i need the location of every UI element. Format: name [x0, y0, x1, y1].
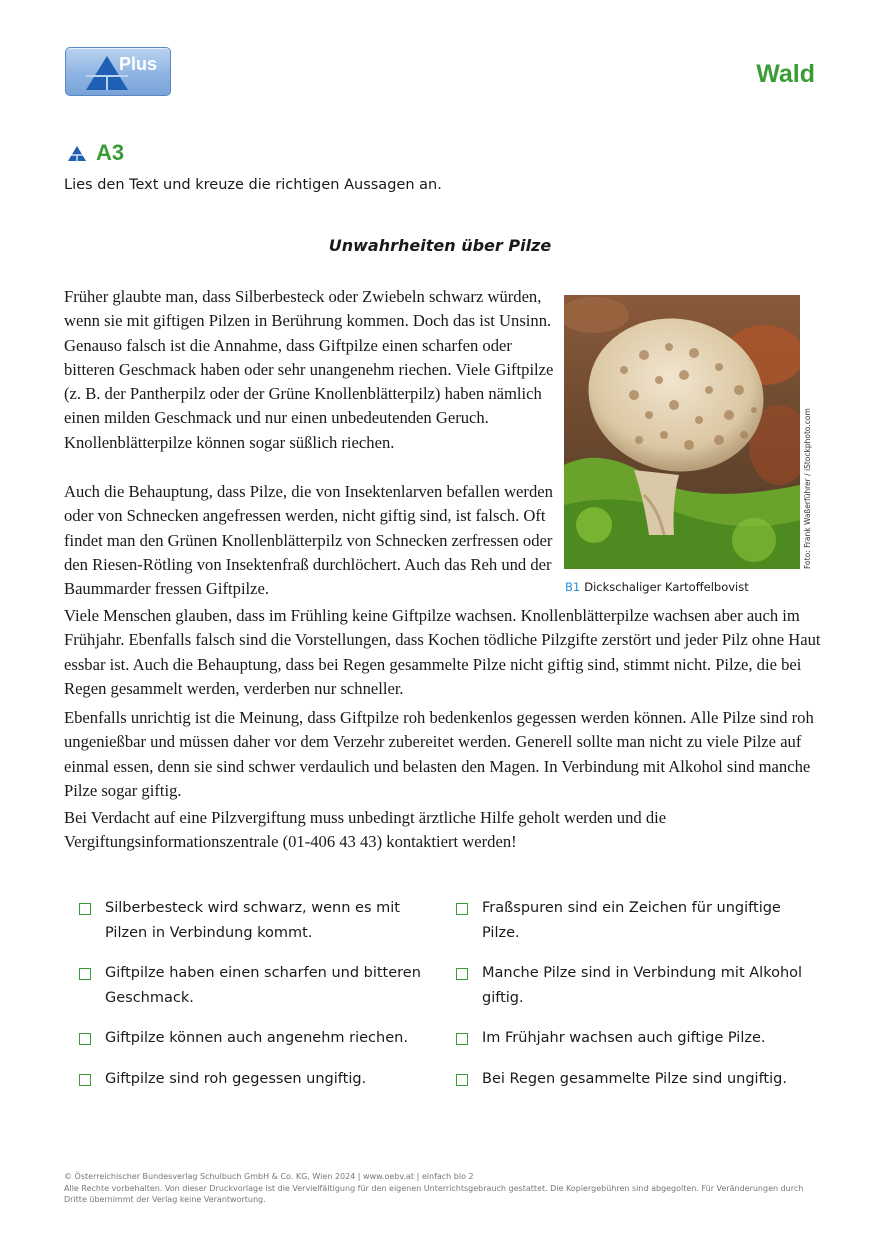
statement-item[interactable]	[456, 1026, 812, 1051]
photo-credit: Foto: Frank Waßerführer / iStockphoto.com	[803, 408, 812, 569]
statement-item[interactable]	[79, 896, 435, 946]
article-paragraph: Ebenfalls unrichtig ist die Meinung, dass Giftpilze roh bedenkenlos gegessen werden können. Alle Pilze sind roh ungenießbar und müssen daher vor dem Verzehr zubereitet werden. Generell sollte man nicht zu viele Pilze auf einmal essen, denn sie sind schwer verdaulich und belasten den Magen. In Verbindung mit Alkohol sind manche Pilze sogar giftig.	[64, 708, 814, 800]
topic-title: Wald	[756, 60, 815, 88]
checkbox[interactable]	[79, 903, 91, 915]
level-triangle-icon	[68, 146, 86, 161]
statement-item[interactable]	[456, 896, 812, 946]
statement-text: Giftpilze haben einen scharfen und bitteren Geschmack.	[105, 965, 421, 1006]
mushroom-photo	[564, 295, 800, 569]
statement-text: Bei Regen gesammelte Pilze sind ungiftig.	[482, 1071, 787, 1087]
checkbox[interactable]	[79, 1033, 91, 1045]
statement-text: Manche Pilze sind in Verbindung mit Alkohol giftig.	[482, 965, 803, 1006]
checkbox[interactable]	[456, 1033, 468, 1045]
checkbox[interactable]	[456, 903, 468, 915]
figure-label: B1	[565, 580, 581, 594]
article-paragraph: Bei Verdacht auf eine Pilzvergiftung muss unbedingt ärztliche Hilfe geholt werden und die Vergiftungsinformationszentrale (01-406 43 43) kontaktiert werden!	[64, 808, 667, 852]
checkbox[interactable]	[456, 1074, 468, 1086]
article-title: Unwahrheiten über Pilze	[328, 236, 552, 255]
statement-text: Im Frühjahr wachsen auch giftige Pilze.	[482, 1030, 766, 1046]
checkbox[interactable]	[456, 968, 468, 980]
checkbox[interactable]	[79, 1074, 91, 1086]
article-paragraph: Früher glaubte man, dass Silberbesteck oder Zwiebeln schwarz würden, wenn sie mit giftigen Pilzen in Berührung kommen. Doch das ist Unsinn. Genauso falsch ist die Annahme, dass Giftpilze einen scharfen oder bitteren Geschmack haben oder sehr unangenehm riechen. Viele Giftpilze (z. B. der Pantherpilz oder der Grüne Knollenblätterpilz) haben nämlich einen milden Geschmack und nur einen unbedeutenden Geruch. Knollenblätterpilze können sogar süßlich riechen.	[64, 287, 554, 452]
statement-item[interactable]	[79, 1067, 435, 1092]
logo-label: Plus	[119, 54, 158, 74]
article-paragraph: Auch die Behauptung, dass Pilze, die von Insektenlarven befallen werden oder von Schnecken angefressen werden, nicht giftig sind, ist falsch. Oft findet man den Grünen Knollenblätterpilz von Schnecken zerfressen oder den Riesen-Rötling von Insektenfraß durchlöchert. Auch das Reh und der Baummarder fressen Giftpilze.	[64, 482, 553, 599]
statement-item[interactable]	[79, 961, 435, 1011]
statement-item[interactable]	[456, 961, 812, 1011]
plus-level-badge	[65, 47, 171, 96]
statement-item[interactable]	[456, 1067, 812, 1092]
task-instruction: Lies den Text und kreuze die richtigen Aussagen an.	[64, 177, 442, 193]
copyright-footer	[64, 1171, 824, 1206]
task-heading	[68, 140, 124, 166]
statement-text: Silberbesteck wird schwarz, wenn es mit Pilzen in Verbindung kommt.	[105, 900, 400, 941]
figure-caption-text: Dickschaliger Kartoffelbovist	[584, 580, 749, 594]
task-id: A3	[96, 140, 125, 165]
footer-line: © Österreichischer Bundesverlag Schulbuch GmbH & Co. KG, Wien 2024 | www.oebv.at | einfach bio 2	[64, 1172, 474, 1181]
footer-line: Alle Rechte vorbehalten. Von dieser Druckvorlage ist die Vervielfältigung für den eigenen Unterrichtsgebrauch gestattet. Die Kopiergebühren sind abgegolten. Für Veränderungen durch Dritte übernimmt der Verlag keine Verantwortung.	[64, 1183, 804, 1204]
figure-caption	[565, 580, 749, 594]
checkbox[interactable]	[79, 968, 91, 980]
statement-text: Giftpilze können auch angenehm riechen.	[105, 1030, 408, 1046]
statement-text: Giftpilze sind roh gegessen ungiftig.	[105, 1071, 367, 1087]
statement-item[interactable]	[79, 1026, 435, 1051]
statement-text: Fraßspuren sind ein Zeichen für ungiftige Pilze.	[482, 900, 781, 941]
article-paragraph: Viele Menschen glauben, dass im Frühling keine Giftpilze wachsen. Knollenblätterpilze wachsen aber auch im Frühjahr. Ebenfalls falsch sind die Vorstellungen, dass Kochen tödliche Pilzgifte zerstört und jeder Pilz ohne Haut essbar ist. Auch die Behauptung, dass bei Regen gesammelte Pilze nicht giftig sind, stimmt nicht. Pilze, die bei Regen gesammelt werden, verderben nur schneller.	[64, 606, 821, 698]
